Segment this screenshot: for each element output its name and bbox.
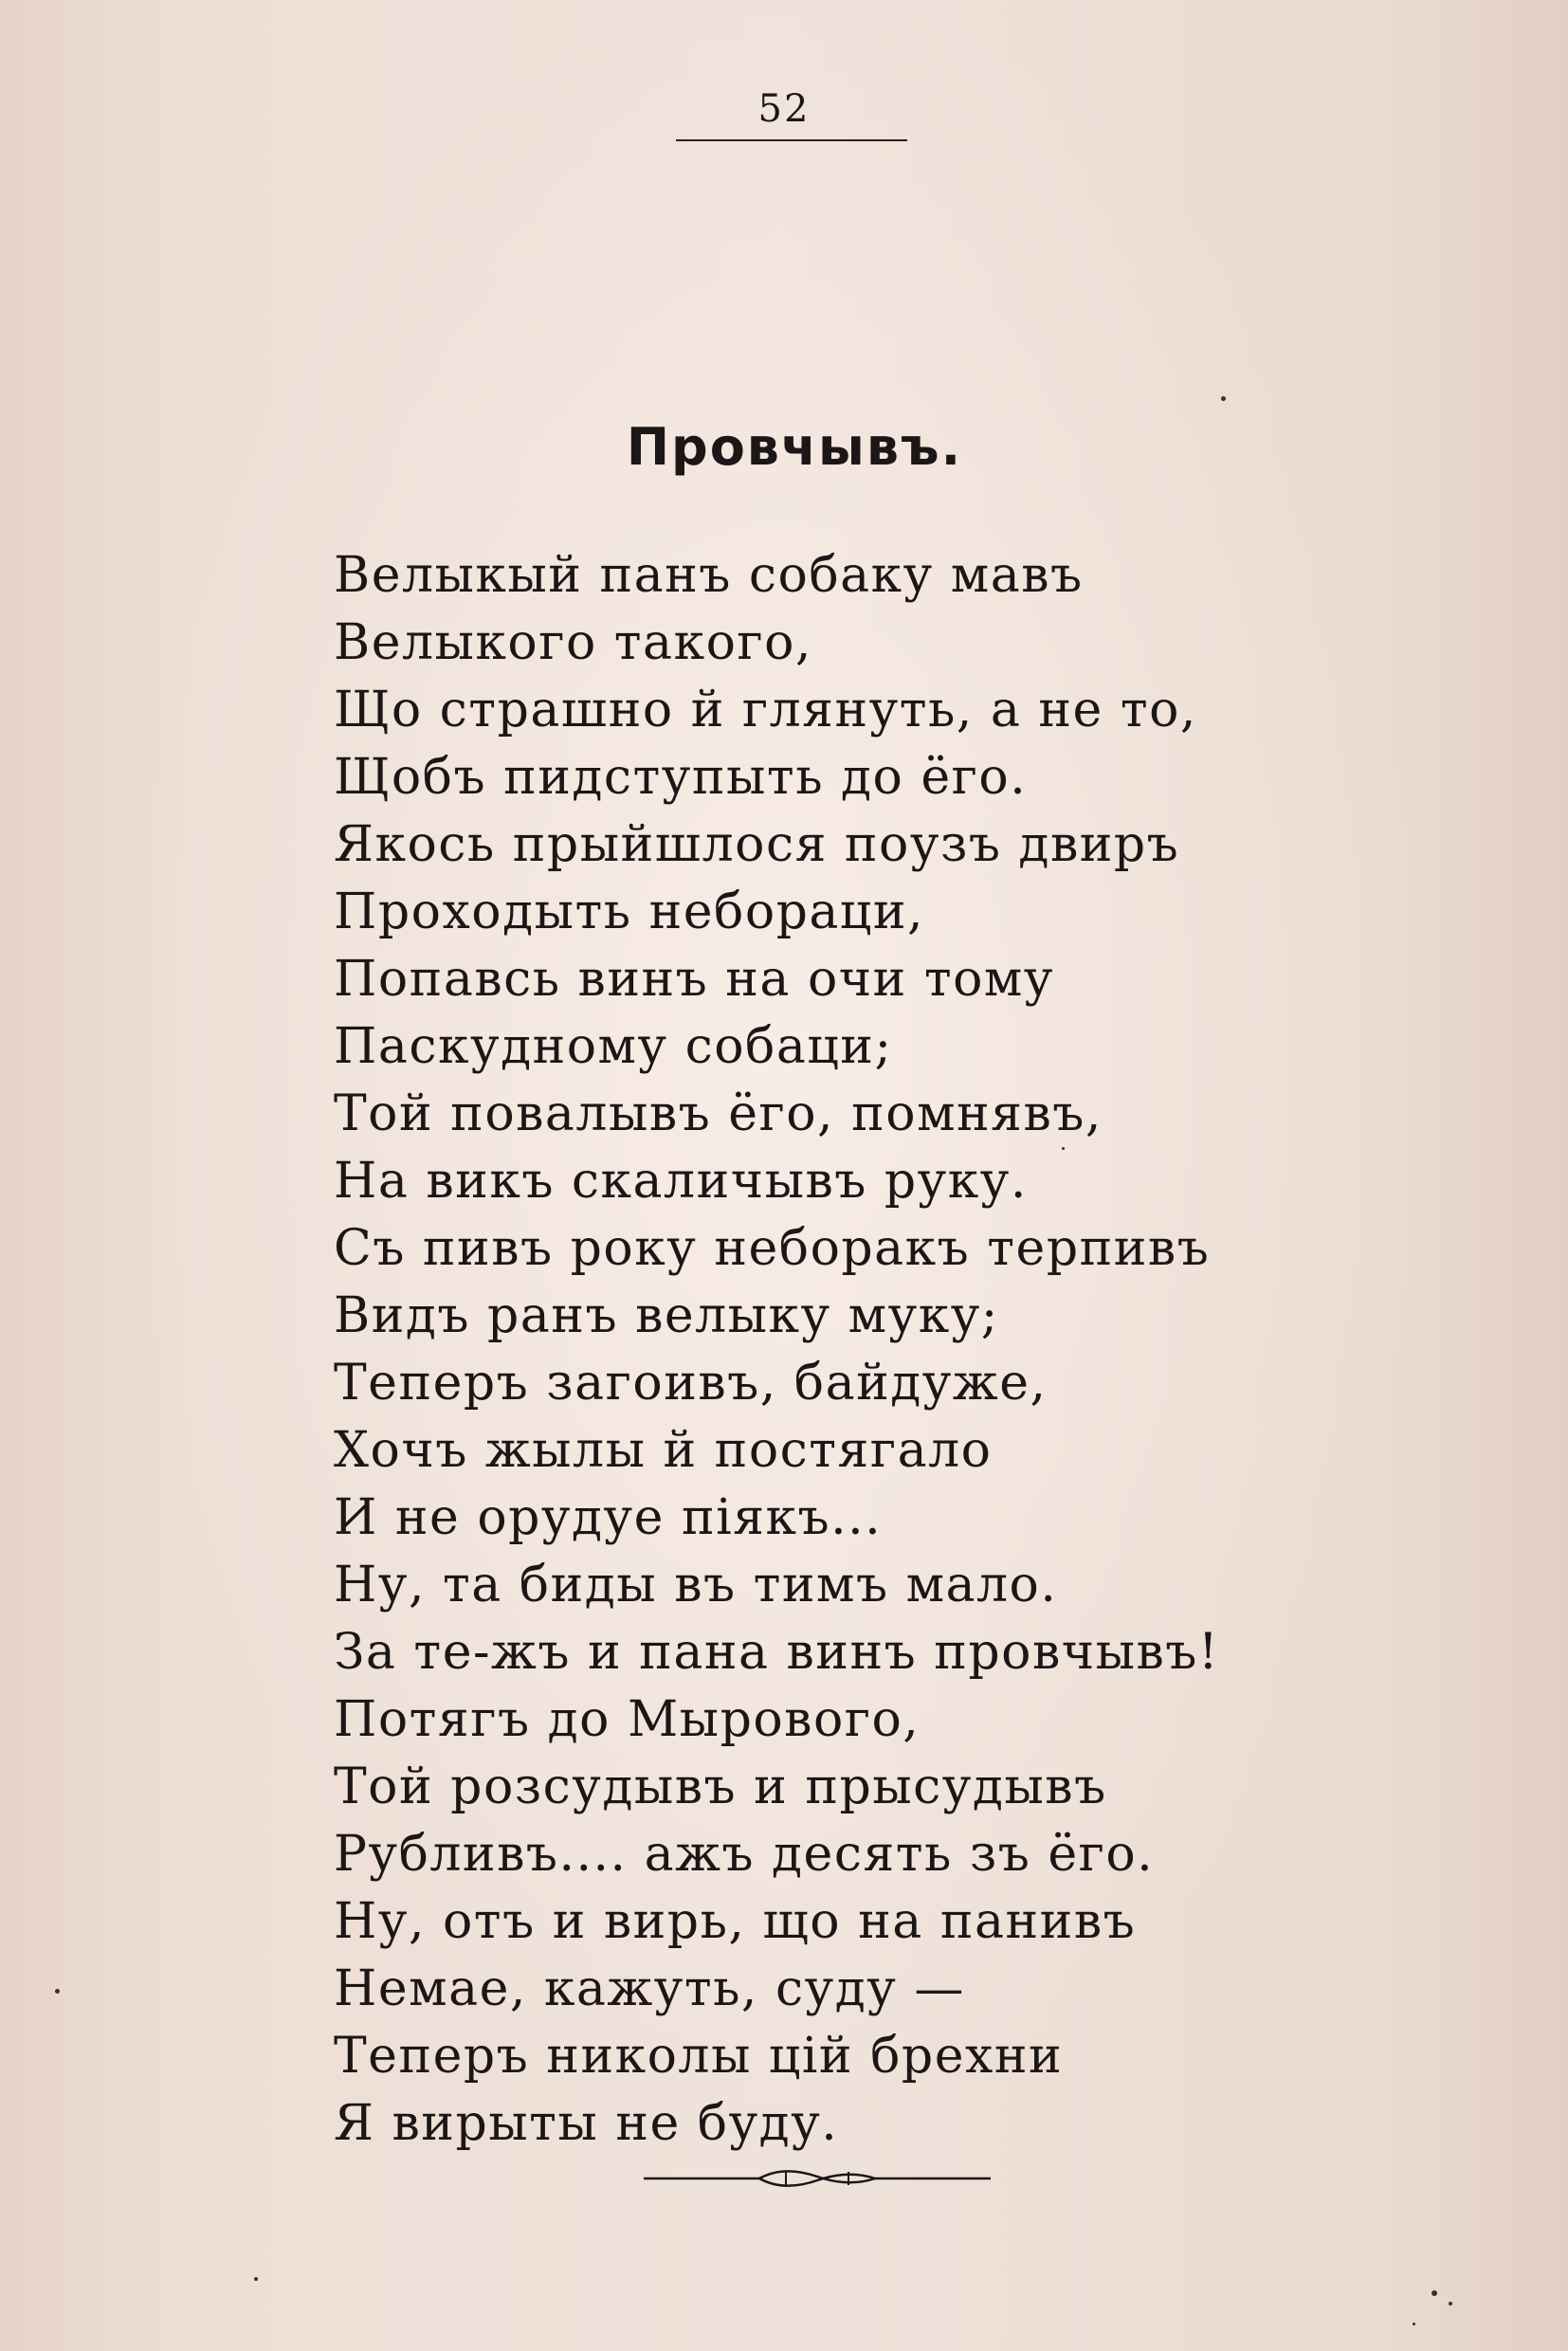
paper-speck xyxy=(1221,396,1226,401)
poem-line: Хочъ жылы й постягало xyxy=(334,1422,993,1479)
poem-line: Той розсудывъ и прысудывъ xyxy=(334,1759,1107,1815)
poem-line: Я вирыты не буду. xyxy=(334,2095,839,2152)
poem-line: И не орудуе піякъ... xyxy=(334,1489,883,1546)
poem-line: Велыкый панъ собаку мавъ xyxy=(334,547,1084,604)
poem-line: Ну, отъ и вирь, що на панивъ xyxy=(334,1893,1137,1950)
poem-body xyxy=(334,542,1219,2158)
paper-speck xyxy=(1431,2290,1437,2296)
paper-speck xyxy=(1062,1147,1065,1150)
end-ornament xyxy=(644,2160,991,2197)
page-number: 52 xyxy=(757,87,811,131)
poem-line: Щобъ пидступыть до ёго. xyxy=(334,749,1028,806)
paper-speck xyxy=(1449,2302,1452,2305)
poem-line: Що страшно й глянуть, а не то, xyxy=(334,682,1197,738)
poem-line: На викъ скаличывъ руку. xyxy=(334,1153,1028,1210)
poem-line: Якось прыйшлося поузъ двиръ xyxy=(334,816,1180,873)
poem-line: Попавсь винъ на очи тому xyxy=(334,951,1054,1008)
poem-line: Проходыть небораци, xyxy=(334,884,925,940)
poem-line: За те-жъ и пана винъ провчывъ! xyxy=(334,1624,1220,1681)
poem-line: Велыкого такого, xyxy=(334,614,812,671)
page-number-rule xyxy=(676,139,907,141)
poem-line: Той повалывъ ёго, помнявъ, xyxy=(334,1085,1103,1142)
paper-speck xyxy=(254,2277,258,2281)
poem-line: Видъ ранъ велыку муку; xyxy=(334,1287,999,1344)
poem-line: Немае, кажуть, суду — xyxy=(334,1960,965,2017)
poem-line: Теперъ николы цій брехни xyxy=(334,2028,1064,2085)
paper-speck xyxy=(55,1989,60,1994)
poem-title: Провчывъ. xyxy=(626,417,963,477)
poem-line: Паскудному собаци; xyxy=(334,1018,893,1075)
poem-line: Съ пивъ року неборакъ терпивъ xyxy=(334,1220,1211,1277)
poem-line: Ну, та биды въ тимъ мало. xyxy=(334,1557,1058,1613)
poem-line: Потягъ до Мырового, xyxy=(334,1691,921,1748)
poem-line: Теперъ загоивъ, байдуже, xyxy=(334,1355,1048,1412)
paper-speck xyxy=(1413,2323,1415,2325)
poem-line: Рубливъ.... ажъ десять зъ ёго. xyxy=(334,1826,1155,1883)
